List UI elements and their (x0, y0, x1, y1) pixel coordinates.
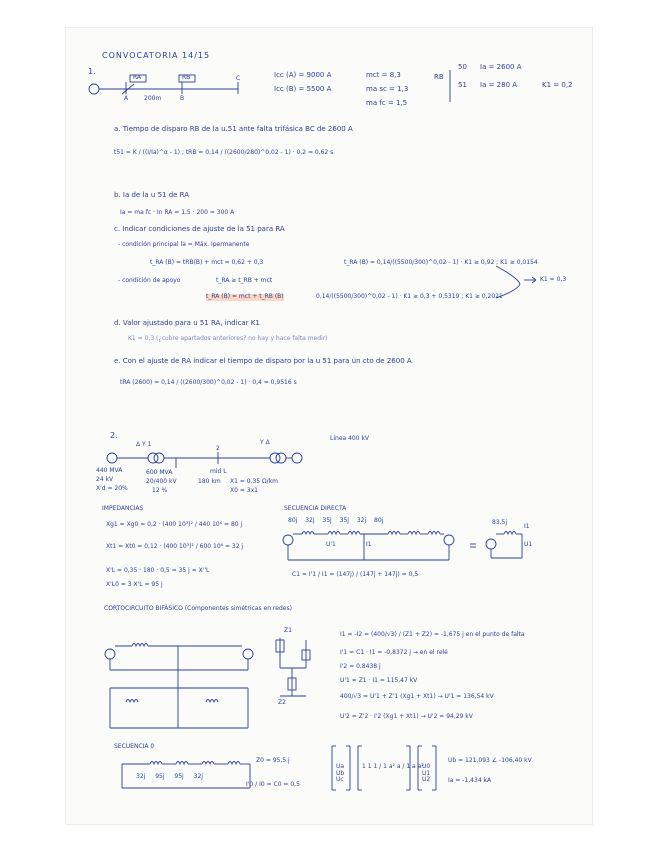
ia-50: Ia = 2600 A (480, 63, 522, 71)
point-c: C (236, 75, 241, 82)
point-b: B (180, 95, 185, 102)
question-c-eq1: t_RA (B) = tRB(B) + mct = 0,62 + 0,3 (150, 259, 264, 266)
question-b-formula: Ia = ma fc · In RA = 1,5 · 200 = 300 A (120, 209, 235, 216)
question-c-support: - condición de apoyo (118, 277, 181, 284)
k1-rb: K1 = 0,2 (542, 81, 573, 89)
tr-ratio: 20/400 kV (146, 478, 177, 485)
matrix-left: Ua Ub Uc (336, 763, 345, 784)
mct: mct = 8,3 (366, 71, 401, 79)
biphasic-eq4: U'1 = Z1 · I1 = 115,47 kV (340, 677, 418, 684)
biphasic-title: CORTOCIRCUITO BIFÁSICO (Componentes simétricas en redes) (104, 605, 292, 612)
icc-b: Icc (B) = 5500 A (274, 85, 332, 93)
point-a: A (124, 95, 129, 102)
gen-reactance: X'd = 20% (96, 485, 128, 492)
question-c-title: c. Indicar condiciones de ajuste de la 51 para RA (114, 225, 285, 233)
relay-rb: RB (434, 73, 444, 81)
question-e-formula: tRA (2600) = 0,14 / ((2600/300)^0,02 - 1) · 0,4 = 0,9516 s (120, 379, 297, 386)
transformer-2-label: Y Δ (260, 439, 270, 446)
biphasic-eq6: U'2 = Z'2 · I'2 (Xg1 + Xt1) → U'2 = 94,29 kV (340, 713, 473, 720)
line-x1: X1 = 0,35 Ω/km (230, 478, 278, 485)
imp-gen: Xg1 = Xg0 = 0,2 · (400 10³)² / 440 10⁶ = 80 j (106, 521, 243, 528)
imp-tr: Xt1 = Xt0 = 0,12 · (400 10³)² / 600 10⁶ = 32 j (106, 543, 244, 550)
thevenin-u: U1 (524, 541, 533, 548)
seq-zero-eq2: I'0 / I0 = C0 = 0,5 (246, 781, 300, 788)
biphasic-eq3: I'2 = 0,8438 j (340, 663, 381, 670)
gen-voltage: 24 kV (96, 476, 114, 483)
ma-sc: ma sc = 1,3 (366, 85, 409, 93)
problem-2-number: 2. (110, 431, 118, 440)
thevenin-i: I1 (524, 523, 530, 530)
relay-rb-label: RB (182, 74, 191, 81)
question-c-result: K1 = 0,3 (540, 276, 567, 283)
icc-a: Icc (A) = 9000 A (274, 71, 332, 79)
biphasic-eq5: 400/√3 = U'1 + Z'1 (Xg1 + Xt1) → U'1 = 136,54 kV (340, 693, 494, 700)
tr-rating: 600 MVA (146, 469, 173, 476)
seq-direct-labels: 80j 32j 35j 35j 32j 80j (288, 517, 384, 524)
header-convocatoria: CONVOCATORIA 14/15 (102, 51, 211, 60)
seq-direct-eq: C1 = I'1 / I1 = (147j) / (147j + 147j) = 0,5 (292, 571, 419, 578)
bus-2-label: 2 (216, 445, 220, 452)
seq-zero-eq: Z0 = 95,5 j (256, 757, 290, 764)
mid-line-label: mid L (210, 468, 227, 475)
seq-zero-labels: 32j 95j 95j 32j (136, 773, 203, 780)
exam-sheet (66, 28, 592, 824)
question-c-eq3: t_RA (B) = mct + t_RB (B) (206, 293, 284, 300)
imp-line: X'L = 0,35 · 180 · 0,5 = 35 j = X''L (106, 567, 210, 574)
seq-zero-circuit (66, 28, 592, 808)
question-c-condition: - condición principal Ia = Máx. Ipermanente (118, 241, 250, 248)
question-d-text: K1 = 0,3 (¿cubre apartados anteriores? no hay y hace falta medir) (128, 335, 328, 342)
thevenin-z: 83,5j (492, 519, 508, 526)
unit-50: 50 (458, 63, 467, 71)
line-length: 200m (144, 95, 162, 102)
seq-direct-vth: U'1 (326, 541, 336, 548)
ma-fc: ma fc = 1,5 (366, 99, 408, 107)
ia-51: Ia = 280 A (480, 81, 518, 89)
gen-rating: 440 MVA (96, 467, 123, 474)
line-x0: X0 = 3x1 (230, 487, 258, 494)
question-c-eq2: t_RA ≥ t_RB + mct (216, 277, 273, 284)
unit-51: 51 (458, 81, 467, 89)
result-ub: Ub = 121,093 ∠ -106,40 kV (448, 757, 532, 764)
question-a-title: a. Tiempo de disparo RB de la u.51 ante falta trifásica BC de 2600 A (114, 125, 353, 133)
seq-zero-title: SECUENCIA 0 (114, 743, 155, 750)
line-400kv-label: Linea 400 kV (330, 435, 370, 442)
imp-line-0: X'L0 = 3 X'L = 95 j (106, 581, 163, 588)
tr-reactance: 12 % (152, 487, 168, 494)
matrix-mid: 1 1 1 / 1 a² a / 1 a a² (362, 763, 424, 770)
z1-label: Z1 (284, 627, 292, 634)
question-e-title: e. Con el ajuste de RA indicar el tiempo de disparo por la u 51 para un cto de 2600 A (114, 357, 412, 365)
biphasic-eq1: I1 = -I2 = (400/√3) / (Z1 + Z2) = -1,675 j en el punto de falta (340, 631, 525, 638)
result-ia: Ia = -1,434 kA (448, 777, 492, 784)
transformer-1-label: Δ Y 1 (136, 441, 152, 448)
question-a-formula: t51 = K / ((I/Ia)^α - 1) ; tRB = 0,14 / ((2600/280)^0,02 - 1) · 0,2 = 0,62 s (114, 149, 334, 156)
seq-direct-i: I1 (366, 541, 372, 548)
z2-label: Z2 (278, 699, 286, 706)
question-c-eq1b: t_RA (B) = 0,14/((5500/300)^0,02 - 1) · K1 ≥ 0,92 ; K1 ≥ 0,0154 (344, 259, 538, 266)
impedances-title: IMPEDANCIAS (102, 505, 144, 512)
question-c-eq3b: 0,14/((5500/300)^0,02 - 1) · K1 ≥ 0,3 + 0,5319 ; K1 ≥ 0,2021 (316, 293, 503, 300)
question-d-title: d. Valor ajustado para u 51 RA, indicar K1 (114, 319, 260, 327)
problem-1-number: 1. (88, 67, 96, 76)
relay-ra-label: RA (133, 74, 142, 81)
question-b-title: b. Ia de la u 51 de RA (114, 191, 190, 199)
matrix-right: U0 U1 U2 (422, 763, 431, 784)
line-length-2: 180 km (198, 478, 221, 485)
seq-direct-title: SECUENCIA DIRECTA (284, 505, 347, 512)
biphasic-eq2: I'1 = C1 · I1 = -0,8372 j → en el relé (340, 649, 448, 656)
